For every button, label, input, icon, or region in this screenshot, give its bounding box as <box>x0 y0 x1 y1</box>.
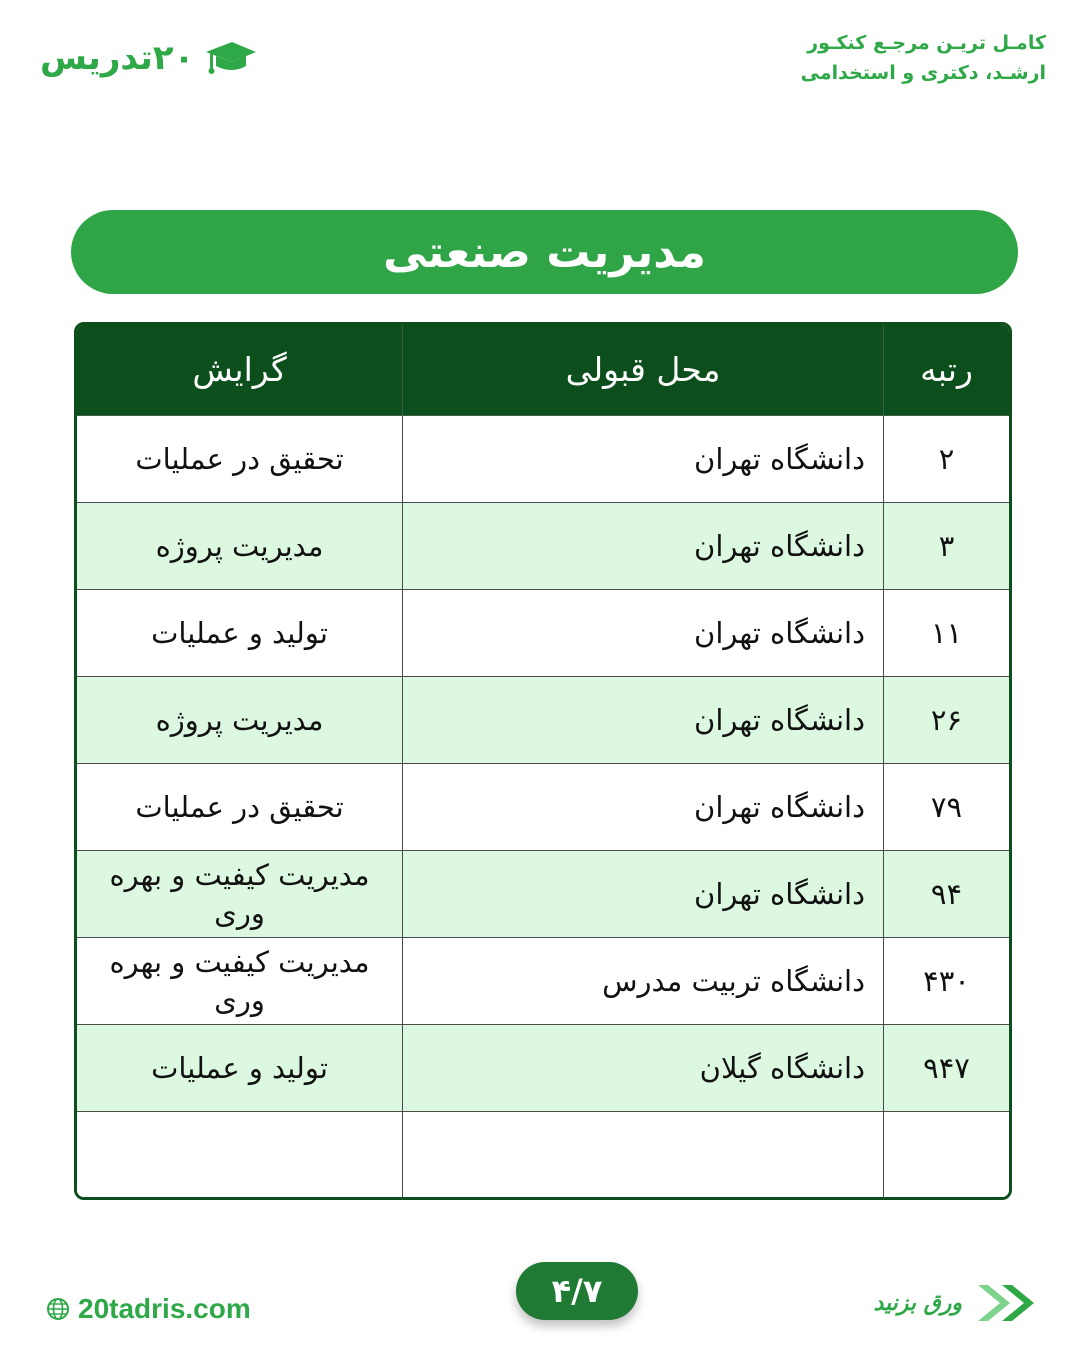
university-cell: دانشگاه تهران <box>403 502 884 589</box>
table-row <box>77 763 1009 850</box>
table-header-row <box>77 325 1009 415</box>
major-cell: تولید و عملیات <box>77 1024 403 1111</box>
website-link[interactable] <box>46 1293 251 1325</box>
rank-cell: ۲۶ <box>884 676 1010 763</box>
graduation-cap-icon <box>202 38 258 78</box>
table-row <box>77 1024 1009 1111</box>
table-row <box>77 676 1009 763</box>
major-cell: مدیریت کیفیت و بهره وری <box>77 850 403 937</box>
page-title: مدیریت صنعتی <box>383 226 706 278</box>
brand-logo <box>40 38 258 78</box>
rank-cell: ۷۹ <box>884 763 1010 850</box>
major-cell: مدیریت پروژه <box>77 502 403 589</box>
major-cell: مدیریت کیفیت و بهره وری <box>77 937 403 1024</box>
swipe-hint[interactable] <box>873 1283 1046 1323</box>
logo-text: ۲۰تدریس <box>40 38 195 78</box>
column-header-rank: رتبه <box>884 325 1010 415</box>
swipe-label: ورق بزنید <box>873 1290 962 1316</box>
rank-cell: ۲ <box>884 415 1010 502</box>
university-cell: دانشگاه تربیت مدرس <box>403 937 884 1024</box>
empty-cell <box>77 1111 403 1200</box>
rank-cell: ۹۴۷ <box>884 1024 1010 1111</box>
globe-icon <box>46 1297 70 1321</box>
empty-cell <box>403 1111 884 1200</box>
table-row-empty <box>77 1111 1009 1200</box>
tagline-line-2: ارشـد، دکتری و استخدامی <box>800 62 1046 84</box>
university-cell: دانشگاه گیلان <box>403 1024 884 1111</box>
page-indicator-text: ۴/۷ <box>551 1272 603 1310</box>
university-cell: دانشگاه تهران <box>403 676 884 763</box>
table-row <box>77 937 1009 1024</box>
table-row <box>77 850 1009 937</box>
table-row <box>77 415 1009 502</box>
rank-cell: ۱۱ <box>884 589 1010 676</box>
double-chevron-right-icon <box>966 1283 1046 1323</box>
tagline <box>801 28 1046 88</box>
university-cell: دانشگاه تهران <box>403 415 884 502</box>
major-cell: تحقیق در عملیات <box>77 763 403 850</box>
empty-cell <box>884 1111 1010 1200</box>
university-cell: دانشگاه تهران <box>403 850 884 937</box>
major-cell: مدیریت پروژه <box>77 676 403 763</box>
results-table <box>74 322 1012 1200</box>
rank-cell: ۴۳۰ <box>884 937 1010 1024</box>
major-cell: تولید و عملیات <box>77 589 403 676</box>
column-header-university: محل قبولی <box>403 325 884 415</box>
page-indicator <box>516 1262 638 1320</box>
tagline-line-1: کامـل تریـن مرجـع کنکـور <box>807 32 1046 54</box>
university-cell: دانشگاه تهران <box>403 589 884 676</box>
table-row <box>77 502 1009 589</box>
title-banner <box>71 210 1018 294</box>
major-cell: تحقیق در عملیات <box>77 415 403 502</box>
university-cell: دانشگاه تهران <box>403 763 884 850</box>
rank-cell: ۹۴ <box>884 850 1010 937</box>
rank-cell: ۳ <box>884 502 1010 589</box>
table-row <box>77 589 1009 676</box>
column-header-major: گرایش <box>77 325 403 415</box>
website-text: 20tadris.com <box>78 1293 251 1324</box>
